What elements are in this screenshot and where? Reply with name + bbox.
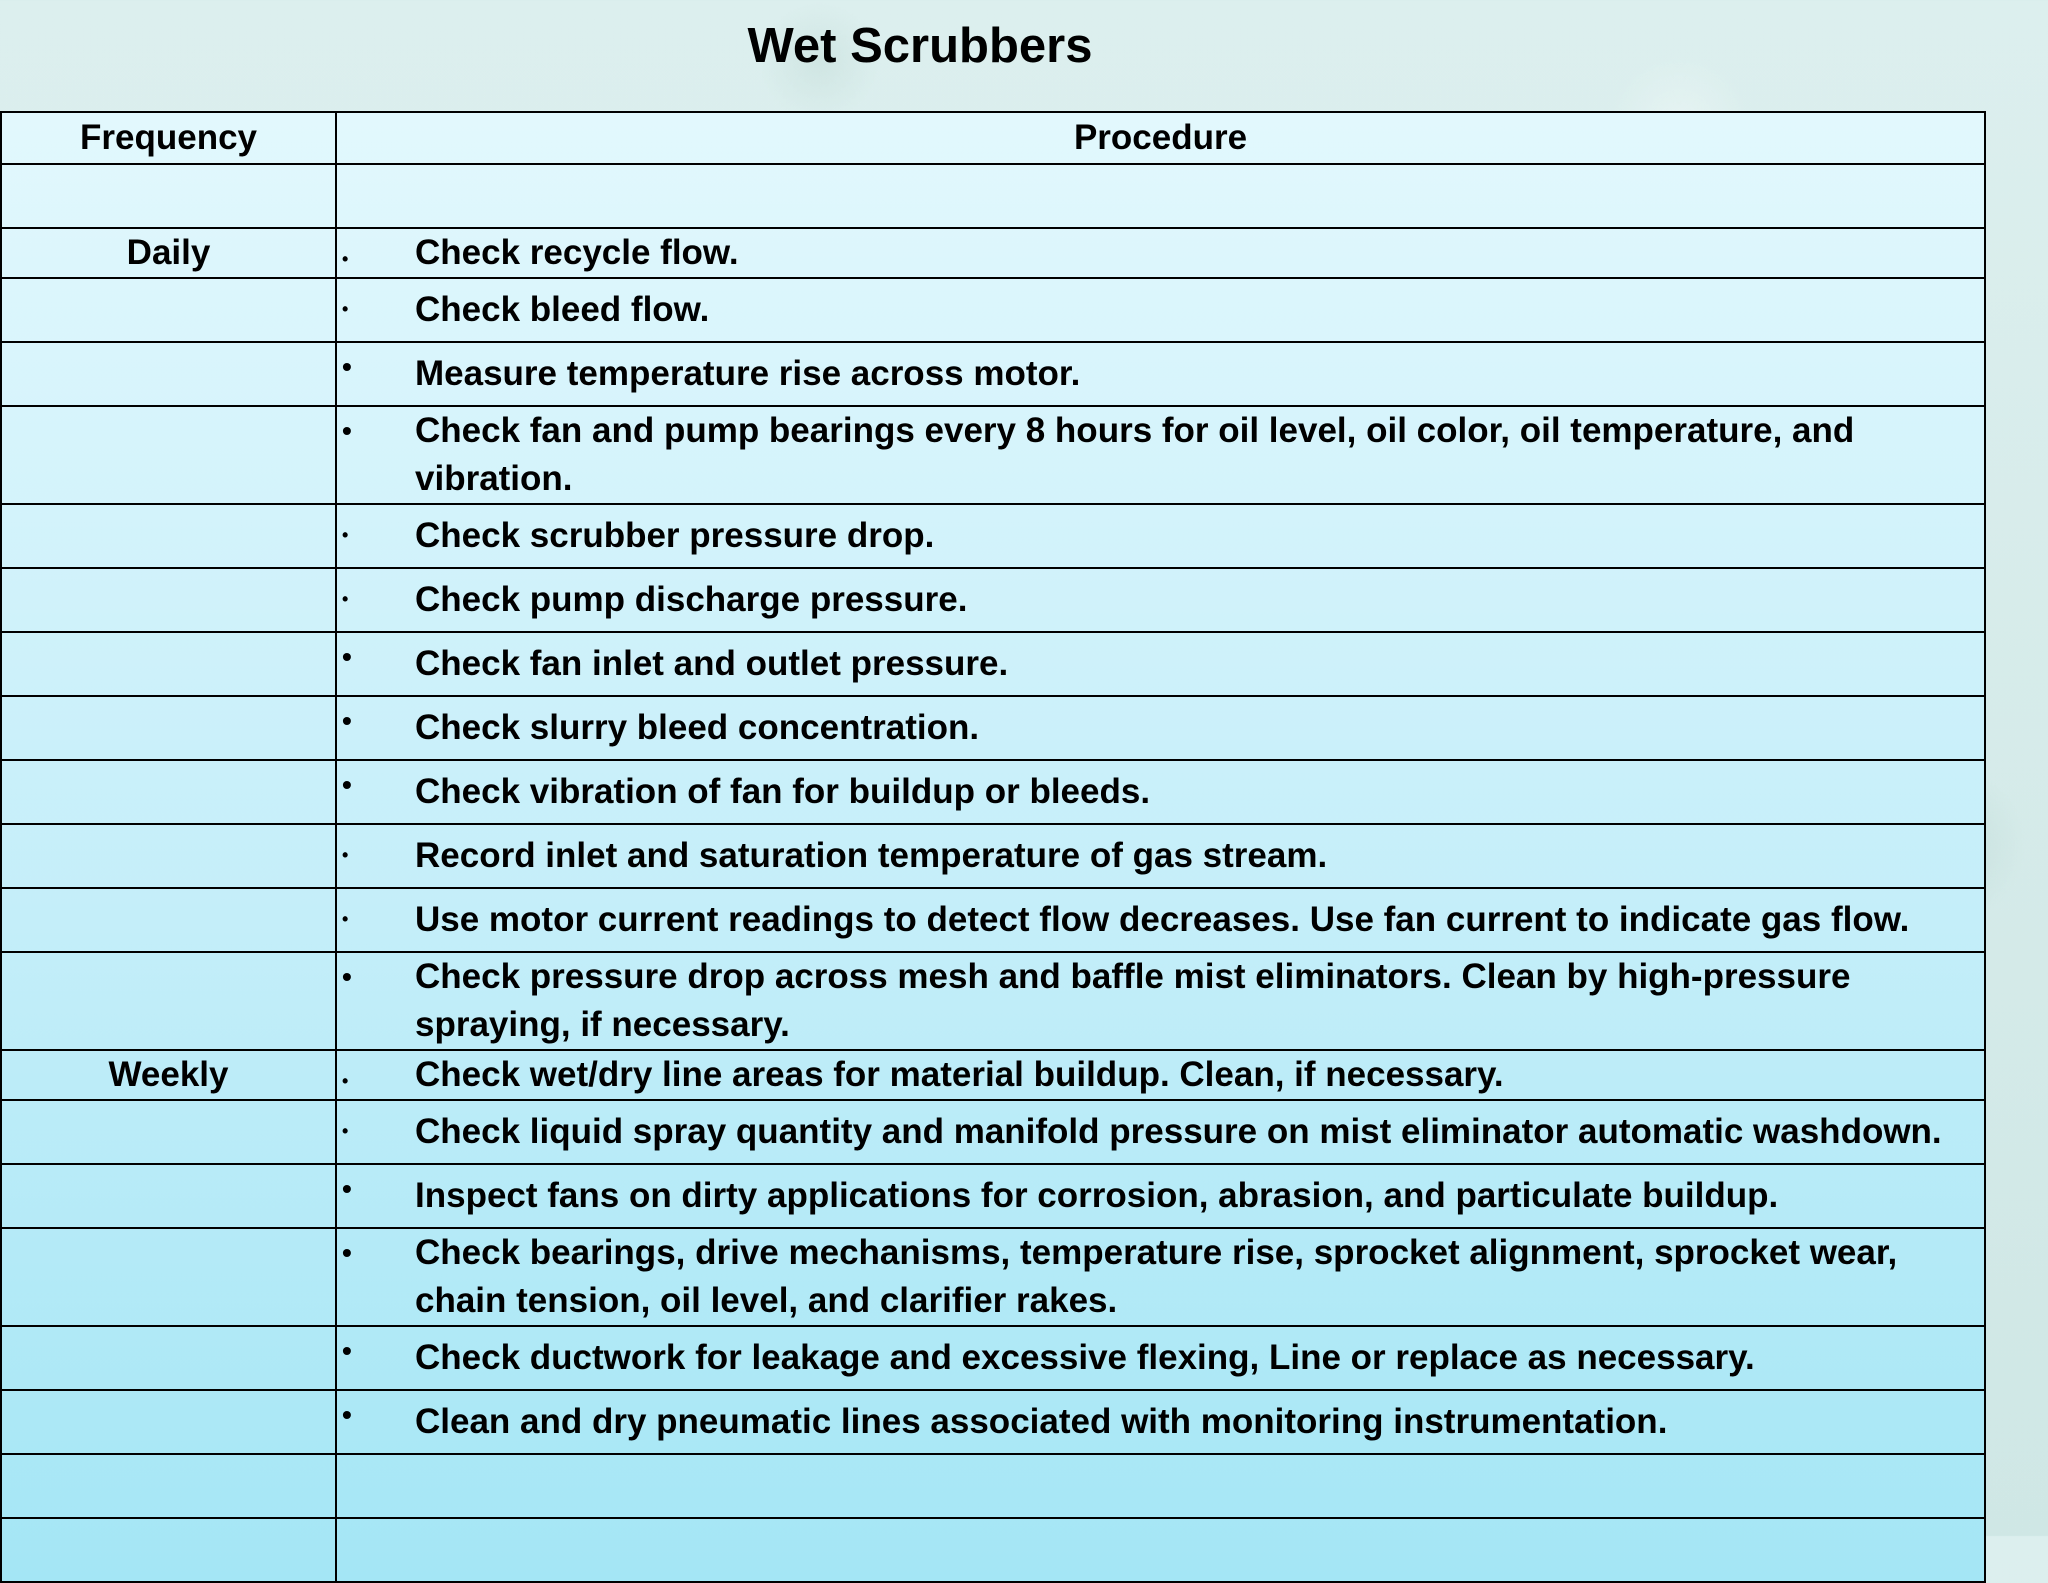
bullet-icon: • (342, 415, 352, 446)
procedure-cell (336, 568, 1985, 632)
procedure-text: Check recycle flow. (415, 233, 739, 272)
frequency-cell (1, 696, 336, 760)
frequency-cell (1, 824, 336, 888)
frequency-cell (1, 1454, 336, 1518)
frequency-cell (1, 632, 336, 696)
bullet-icon: • (342, 769, 352, 800)
procedure-cell (336, 1326, 1985, 1390)
table-row (1, 504, 1985, 568)
frequency-cell (1, 342, 336, 406)
procedure-cell (336, 696, 1985, 760)
table-row (1, 1454, 1985, 1518)
table-row (1, 632, 1985, 696)
frequency-cell: Daily (1, 228, 336, 278)
procedure-column-header: Procedure (336, 112, 1985, 164)
table-row (1, 342, 1985, 406)
procedure-cell (336, 406, 1985, 504)
bullet-icon: • (342, 525, 349, 545)
table-row (1, 888, 1985, 952)
frequency-cell (1, 1390, 336, 1454)
procedure-text: Check fan inlet and outlet pressure. (415, 644, 1009, 683)
frequency-cell (1, 1518, 336, 1582)
table-row (1, 278, 1985, 342)
bullet-icon: • (342, 705, 352, 736)
bullet-icon: • (342, 845, 349, 865)
bullet-icon: • (342, 641, 352, 672)
bullet-icon: • (342, 1173, 352, 1204)
bullet-icon: • (342, 1237, 352, 1268)
procedure-text: Check ductwork for leakage and excessive flexing, Line or replace as necessary. (415, 1338, 1755, 1377)
frequency-cell (1, 278, 336, 342)
frequency-cell (1, 164, 336, 228)
procedure-cell (336, 164, 1985, 228)
procedure-cell (336, 1050, 1985, 1100)
table-row (1, 824, 1985, 888)
procedure-text: Use motor current readings to detect flow decreases. Use fan current to indicate gas flow. (415, 900, 1910, 939)
frequency-cell (1, 504, 336, 568)
table-row (1, 1390, 1985, 1454)
procedure-cell (336, 1518, 1985, 1582)
procedure-text: Clean and dry pneumatic lines associated with monitoring instrumentation. (415, 1402, 1668, 1441)
frequency-cell (1, 952, 336, 1050)
procedure-cell (336, 1390, 1985, 1454)
table-row (1, 1050, 1985, 1100)
frequency-cell: Weekly (1, 1050, 336, 1100)
table-row (1, 1518, 1985, 1582)
procedure-text: Check vibration of fan for buildup or bleeds. (415, 772, 1151, 811)
procedure-cell (336, 1228, 1985, 1326)
maintenance-schedule-table (0, 111, 1986, 1583)
bullet-icon: • (342, 1335, 352, 1366)
bullet-icon: • (342, 961, 352, 992)
procedure-cell (336, 342, 1985, 406)
frequency-cell (1, 1326, 336, 1390)
table-row (1, 1164, 1985, 1228)
table-row (1, 952, 1985, 1050)
procedure-text: Check slurry bleed concentration. (415, 708, 980, 747)
procedure-text: Measure temperature rise across motor. (415, 354, 1081, 393)
table-row (1, 1228, 1985, 1326)
frequency-cell (1, 760, 336, 824)
table-row (1, 164, 1985, 228)
procedure-text: Check scrubber pressure drop. (415, 516, 935, 555)
procedure-cell (336, 952, 1985, 1050)
procedure-cell (336, 632, 1985, 696)
slide-title: Wet Scrubbers (747, 19, 1093, 73)
table-row (1, 1326, 1985, 1390)
frequency-cell (1, 406, 336, 504)
table-body (1, 164, 1985, 1582)
procedure-text: Check bearings, drive mechanisms, temperature rise, sprocket alignment, sprocket wear, chain tension, oil level, and clarifier rakes. (415, 1233, 1898, 1320)
bullet-icon: • (342, 299, 349, 319)
table-row (1, 406, 1985, 504)
frequency-cell (1, 1164, 336, 1228)
procedure-cell (336, 1454, 1985, 1518)
frequency-cell (1, 1100, 336, 1164)
procedure-cell (336, 760, 1985, 824)
table-row (1, 1100, 1985, 1164)
table-row (1, 568, 1985, 632)
table-row (1, 228, 1985, 278)
procedure-text: Inspect fans on dirty applications for corrosion, abrasion, and particulate buildup. (415, 1176, 1779, 1215)
procedure-text: Check fan and pump bearings every 8 hours for oil level, oil color, oil temperature, and vibration. (415, 411, 1855, 498)
procedure-cell (336, 888, 1985, 952)
bullet-icon: • (342, 1121, 349, 1141)
procedure-text: Check pump discharge pressure. (415, 580, 968, 619)
table-row (1, 696, 1985, 760)
frequency-column-header: Frequency (1, 112, 336, 164)
frequency-cell (1, 568, 336, 632)
procedure-cell (336, 504, 1985, 568)
bullet-icon: • (342, 351, 352, 382)
procedure-cell (336, 278, 1985, 342)
bullet-icon: • (342, 1071, 349, 1091)
procedure-cell (336, 824, 1985, 888)
procedure-cell (336, 1100, 1985, 1164)
procedure-text: Check bleed flow. (415, 290, 710, 329)
procedure-cell (336, 228, 1985, 278)
procedure-text: Check wet/dry line areas for material buildup. Clean, if necessary. (415, 1055, 1504, 1094)
procedure-text: Record inlet and saturation temperature of gas stream. (415, 836, 1328, 875)
procedure-cell (336, 1164, 1985, 1228)
table-row (1, 760, 1985, 824)
procedure-text: Check pressure drop across mesh and baffle mist eliminators. Clean by high-pressure spraying, if necessary. (415, 957, 1851, 1044)
procedure-text: Check liquid spray quantity and manifold pressure on mist eliminator automatic washdown. (415, 1112, 1942, 1151)
bullet-icon: • (342, 249, 349, 269)
bullet-icon: • (342, 589, 349, 609)
table-header-row (1, 112, 1985, 164)
bullet-icon: • (342, 909, 349, 929)
frequency-cell (1, 1228, 336, 1326)
bullet-icon: • (342, 1399, 352, 1430)
frequency-cell (1, 888, 336, 952)
